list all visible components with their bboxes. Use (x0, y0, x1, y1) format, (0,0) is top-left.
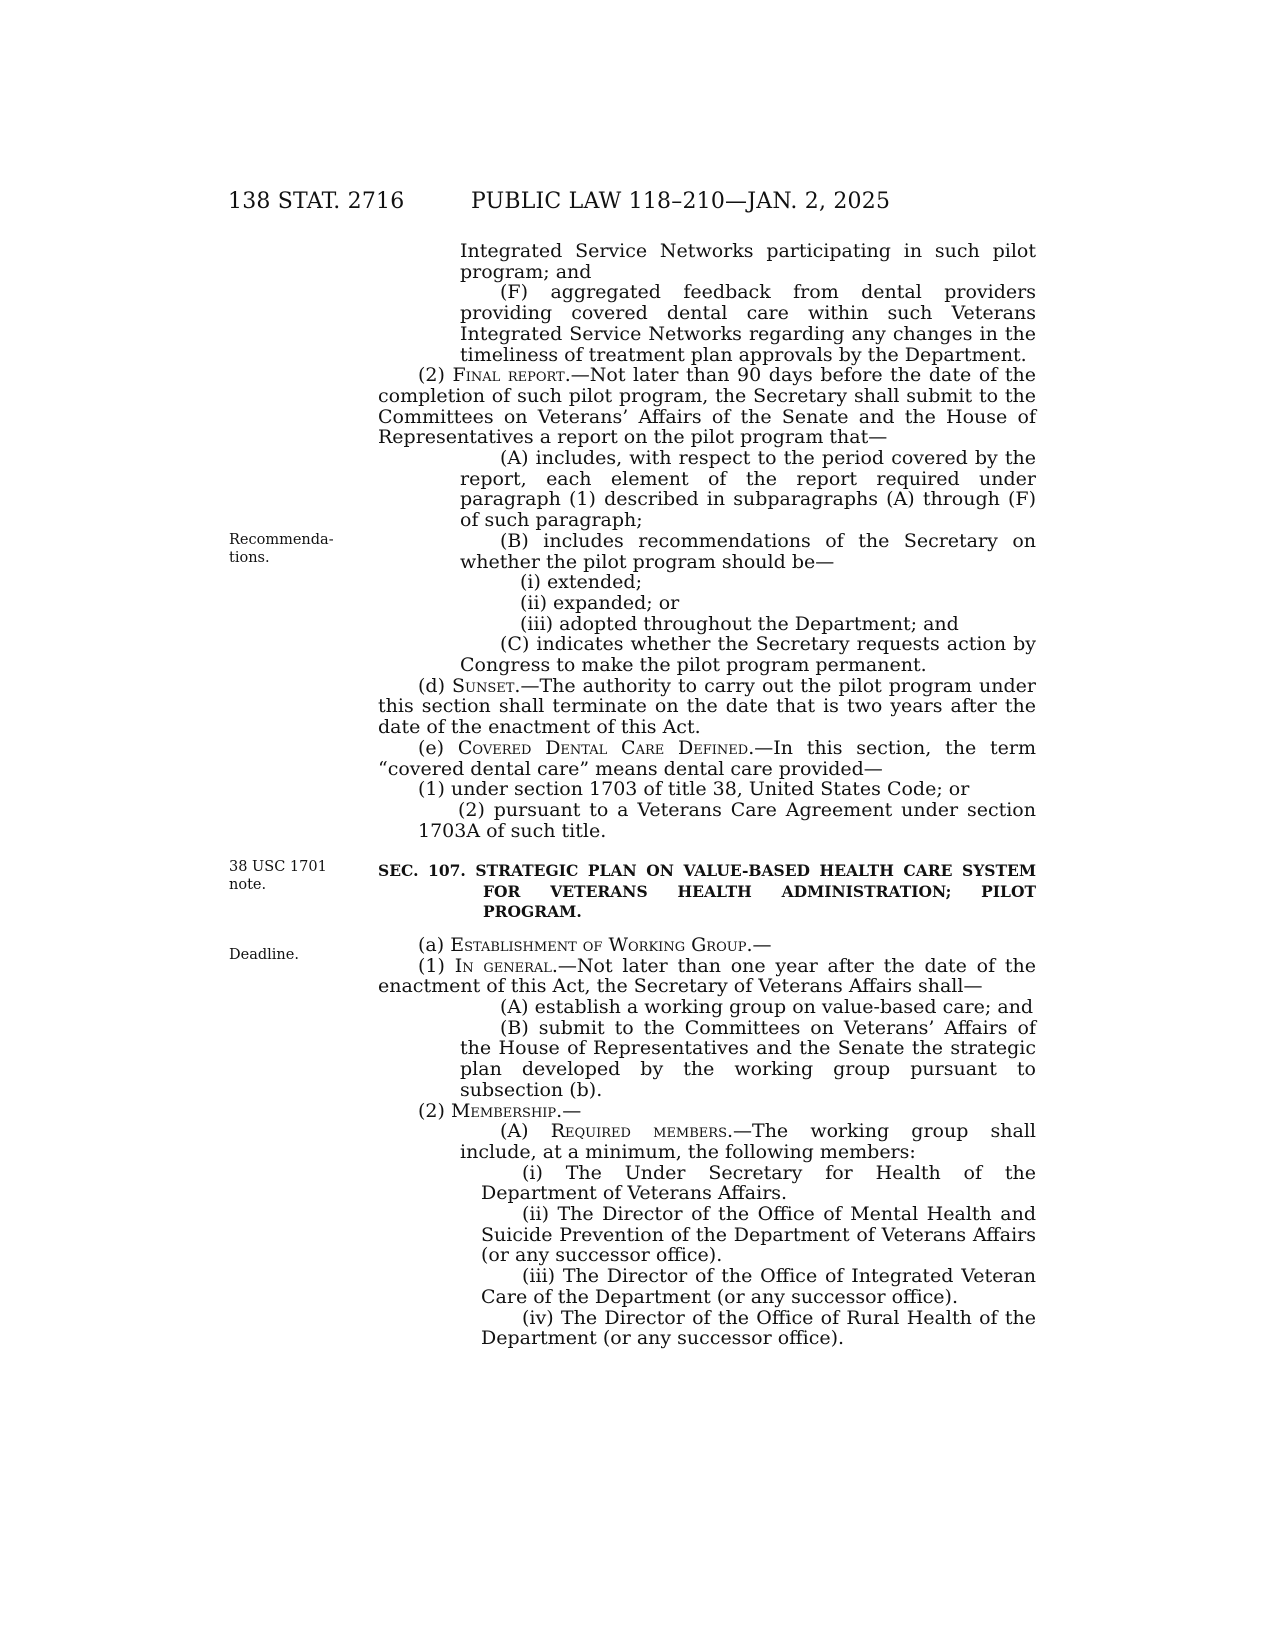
subparagraph-f: (F) aggregated feedback from dental providers providing covered dental care within such Veterans Integrated Service Networks regarding any changes in the timeliness of treatment plan approvals by the Department. (460, 281, 1036, 366)
page-header (0, 189, 1275, 219)
margin-note-recommendations: Recommenda- tions. (229, 532, 334, 566)
paragraph-final-report: (2) Final report.—Not later than 90 days before the date of the completion of such pilot program, the Secretary shall submit to the Committees on Veterans’ Affairs of the Senate and the House of Representatives a report on the pilot program that— (378, 364, 1037, 449)
heading-working-group: Establishment of Working Group (450, 933, 747, 956)
clause-ii-mental-health: (ii) The Director of the Office of Mental Health and Suicide Prevention of the Department of Veterans Affairs (or any successor office). (481, 1203, 1036, 1267)
public-law-title: PUBLIC LAW 118–210—JAN. 2, 2025 (471, 189, 891, 214)
clause-ii: (ii) expanded; or (520, 591, 680, 614)
statute-body (378, 241, 1036, 1349)
heading-membership: Membership (450, 1099, 557, 1122)
clause-iv-rural-health: (iv) The Director of the Office of Rural Health of the Department (or any successor office). (481, 1306, 1036, 1350)
subparagraph-b-submit: (B) submit to the Committees on Veterans’ Affairs of the House of Representatives and the Senate the strategic plan developed by the working group pursuant to subsection (b). (460, 1016, 1036, 1101)
margin-note-deadline: Deadline. (229, 947, 299, 963)
heading-final-report: Final report (452, 364, 565, 387)
clause-i-under-secretary: (i) The Under Secretary for Health of the Department of Veterans Affairs. (481, 1161, 1036, 1205)
stat-page-number: 138 STAT. 2716 (228, 189, 405, 214)
paragraph-2-section-1703a: (2) pursuant to a Veterans Care Agreement under section 1703A of such title. (418, 798, 1036, 842)
subparagraph-a: (A) includes, with respect to the period covered by the report, each element of the report required under paragraph (1) described in subparagraphs (A) through (F) of such paragraph; (460, 447, 1036, 532)
subsection-a-working-group: (a) Establishment of Working Group.— (418, 933, 772, 956)
heading-in-general: In general (454, 954, 552, 977)
section-107-heading: SEC. 107. STRATEGIC PLAN ON VALUE-BASED HEALTH CARE SYSTEM FOR VETERANS HEALTH ADMINISTRATION; PILOT PROGRAM. (378, 861, 1036, 922)
heading-required-members: Required members (550, 1120, 727, 1143)
heading-covered-dental-care: Covered Dental Care Defined (457, 736, 749, 759)
heading-sunset: Sunset (452, 674, 515, 697)
paragraph: Integrated Service Networks participating in such pilot program; and (460, 240, 1036, 283)
subsection-e-covered-dental-care: (e) Covered Dental Care Defined.—In this section, the term “covered dental care” means dental care provided— (378, 736, 1036, 780)
subparagraph-b: (B) includes recommendations of the Secretary on whether the pilot program should be— (460, 529, 1036, 573)
subparagraph-c: (C) indicates whether the Secretary requests action by Congress to make the pilot program permanent. (460, 633, 1036, 677)
paragraph-1-section-1703: (1) under section 1703 of title 38, United States Code; or (418, 778, 970, 801)
clause-iii-integrated-veteran-care: (iii) The Director of the Office of Integrated Veteran Care of the Department (or any successor office). (481, 1265, 1036, 1308)
paragraph-1-in-general: (1) In general.—Not later than one year after the date of the enactment of this Act, the Secretary of Veterans Affairs shall— (378, 954, 1037, 998)
clause-iii: (iii) adopted throughout the Department; and (520, 612, 959, 635)
subsection-d-sunset: (d) Sunset.—The authority to carry out the pilot program under this section shall terminate on the date that is two years after the date of the enactment of this Act. (378, 674, 1036, 739)
subparagraph-a-required-members: (A) Required members.—The working group shall include, at a minimum, the following members: (460, 1120, 1036, 1163)
margin-note-usc: 38 USC 1701 note. (229, 859, 327, 893)
paragraph-2-membership: (2) Membership.— (418, 1099, 582, 1122)
subparagraph-a-establish: (A) establish a working group on value-based care; and (500, 996, 1034, 1018)
clause-i: (i) extended; (520, 571, 642, 594)
